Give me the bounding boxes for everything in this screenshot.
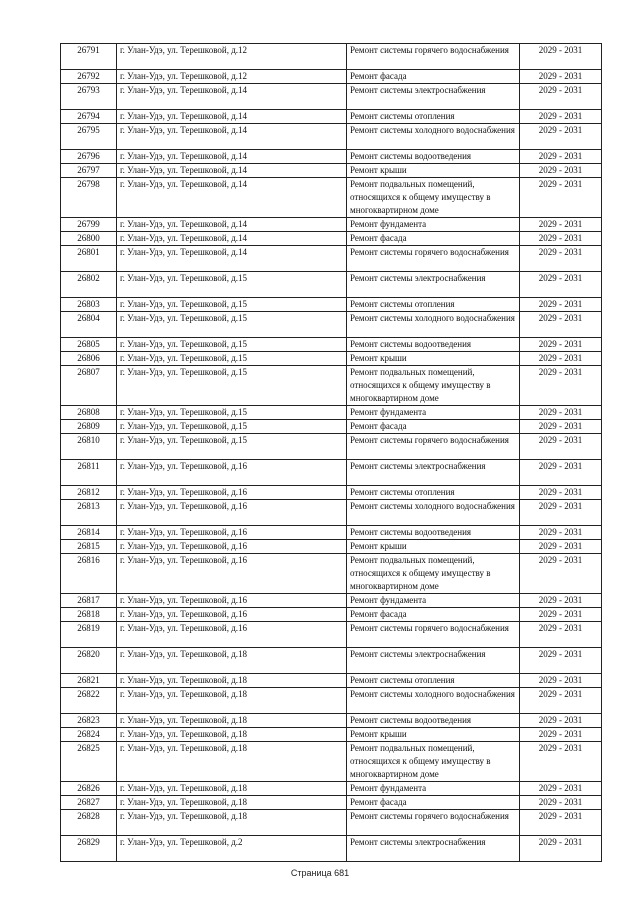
table-row <box>61 622 602 648</box>
row-number: 26801 <box>61 246 117 272</box>
row-number: 26828 <box>61 810 117 836</box>
row-number: 26821 <box>61 674 117 688</box>
row-work-type: Ремонт крыши <box>347 352 520 366</box>
row-number: 26818 <box>61 608 117 622</box>
row-period: 2029 - 2031 <box>520 810 602 836</box>
row-number: 26796 <box>61 150 117 164</box>
row-period: 2029 - 2031 <box>520 728 602 742</box>
row-number: 26826 <box>61 782 117 796</box>
table-row <box>61 312 602 338</box>
row-number: 26807 <box>61 366 117 406</box>
row-period: 2029 - 2031 <box>520 714 602 728</box>
row-period: 2029 - 2031 <box>520 232 602 246</box>
table-row <box>61 836 602 862</box>
row-work-type: Ремонт системы холодного водоснабжения <box>347 688 520 714</box>
row-address: г. Улан-Удэ, ул. Терешковой, д.15 <box>117 312 347 338</box>
row-period: 2029 - 2031 <box>520 674 602 688</box>
row-number: 26824 <box>61 728 117 742</box>
table-row <box>61 178 602 218</box>
row-work-type: Ремонт фасада <box>347 796 520 810</box>
row-work-type: Ремонт подвальных помещений, относящихся к общему имуществу в многоквартирном доме <box>347 178 520 218</box>
row-number: 26829 <box>61 836 117 862</box>
row-period: 2029 - 2031 <box>520 164 602 178</box>
row-address: г. Улан-Удэ, ул. Терешковой, д.18 <box>117 796 347 810</box>
row-number: 26816 <box>61 554 117 594</box>
row-address: г. Улан-Удэ, ул. Терешковой, д.14 <box>117 110 347 124</box>
row-address: г. Улан-Удэ, ул. Терешковой, д.15 <box>117 272 347 298</box>
row-period: 2029 - 2031 <box>520 500 602 526</box>
table-row <box>61 272 602 298</box>
row-number: 26809 <box>61 420 117 434</box>
row-number: 26810 <box>61 434 117 460</box>
row-work-type: Ремонт системы отопления <box>347 298 520 312</box>
table-row <box>61 352 602 366</box>
table-row <box>61 540 602 554</box>
table-row <box>61 688 602 714</box>
row-work-type: Ремонт системы горячего водоснабжения <box>347 246 520 272</box>
row-address: г. Улан-Удэ, ул. Терешковой, д.16 <box>117 540 347 554</box>
row-number: 26815 <box>61 540 117 554</box>
row-address: г. Улан-Удэ, ул. Терешковой, д.12 <box>117 44 347 70</box>
row-number: 26817 <box>61 594 117 608</box>
row-period: 2029 - 2031 <box>520 338 602 352</box>
row-period: 2029 - 2031 <box>520 150 602 164</box>
row-number: 26792 <box>61 70 117 84</box>
row-address: г. Улан-Удэ, ул. Терешковой, д.16 <box>117 554 347 594</box>
table-row <box>61 164 602 178</box>
row-address: г. Улан-Удэ, ул. Терешковой, д.14 <box>117 178 347 218</box>
row-period: 2029 - 2031 <box>520 110 602 124</box>
row-work-type: Ремонт системы горячего водоснабжения <box>347 434 520 460</box>
table-row <box>61 674 602 688</box>
row-period: 2029 - 2031 <box>520 70 602 84</box>
row-period: 2029 - 2031 <box>520 434 602 460</box>
row-address: г. Улан-Удэ, ул. Терешковой, д.15 <box>117 420 347 434</box>
table-row <box>61 742 602 782</box>
table-row <box>61 486 602 500</box>
row-work-type: Ремонт системы электроснабжения <box>347 84 520 110</box>
row-work-type: Ремонт фасада <box>347 608 520 622</box>
table-row <box>61 150 602 164</box>
table-row <box>61 796 602 810</box>
row-period: 2029 - 2031 <box>520 648 602 674</box>
row-number: 26797 <box>61 164 117 178</box>
row-address: г. Улан-Удэ, ул. Терешковой, д.14 <box>117 164 347 178</box>
row-period: 2029 - 2031 <box>520 352 602 366</box>
row-period: 2029 - 2031 <box>520 84 602 110</box>
row-period: 2029 - 2031 <box>520 688 602 714</box>
row-period: 2029 - 2031 <box>520 796 602 810</box>
row-work-type: Ремонт фасада <box>347 70 520 84</box>
row-address: г. Улан-Удэ, ул. Терешковой, д.16 <box>117 608 347 622</box>
row-period: 2029 - 2031 <box>520 782 602 796</box>
row-period: 2029 - 2031 <box>520 420 602 434</box>
row-number: 26799 <box>61 218 117 232</box>
row-number: 26811 <box>61 460 117 486</box>
row-address: г. Улан-Удэ, ул. Терешковой, д.15 <box>117 352 347 366</box>
row-work-type: Ремонт системы водоотведения <box>347 338 520 352</box>
row-address: г. Улан-Удэ, ул. Терешковой, д.14 <box>117 124 347 150</box>
row-work-type: Ремонт подвальных помещений, относящихся к общему имуществу в многоквартирном доме <box>347 366 520 406</box>
row-address: г. Улан-Удэ, ул. Терешковой, д.2 <box>117 836 347 862</box>
row-number: 26814 <box>61 526 117 540</box>
row-address: г. Улан-Удэ, ул. Терешковой, д.18 <box>117 810 347 836</box>
table-row <box>61 526 602 540</box>
row-work-type: Ремонт фундамента <box>347 782 520 796</box>
table-row <box>61 84 602 110</box>
table-row <box>61 460 602 486</box>
row-period: 2029 - 2031 <box>520 272 602 298</box>
works-table <box>60 43 602 862</box>
row-address: г. Улан-Удэ, ул. Терешковой, д.18 <box>117 782 347 796</box>
row-address: г. Улан-Удэ, ул. Терешковой, д.18 <box>117 688 347 714</box>
table-row <box>61 648 602 674</box>
row-work-type: Ремонт подвальных помещений, относящихся к общему имуществу в многоквартирном доме <box>347 554 520 594</box>
row-period: 2029 - 2031 <box>520 608 602 622</box>
row-number: 26823 <box>61 714 117 728</box>
row-number: 26813 <box>61 500 117 526</box>
table-row <box>61 594 602 608</box>
row-address: г. Улан-Удэ, ул. Терешковой, д.15 <box>117 434 347 460</box>
row-period: 2029 - 2031 <box>520 312 602 338</box>
row-work-type: Ремонт фасада <box>347 232 520 246</box>
row-period: 2029 - 2031 <box>520 622 602 648</box>
row-number: 26803 <box>61 298 117 312</box>
row-number: 26794 <box>61 110 117 124</box>
row-work-type: Ремонт системы холодного водоснабжения <box>347 500 520 526</box>
row-number: 26798 <box>61 178 117 218</box>
row-work-type: Ремонт системы холодного водоснабжения <box>347 124 520 150</box>
table-row <box>61 500 602 526</box>
row-address: г. Улан-Удэ, ул. Терешковой, д.16 <box>117 486 347 500</box>
table-row <box>61 298 602 312</box>
row-address: г. Улан-Удэ, ул. Терешковой, д.16 <box>117 622 347 648</box>
row-address: г. Улан-Удэ, ул. Терешковой, д.14 <box>117 218 347 232</box>
row-number: 26804 <box>61 312 117 338</box>
table-row <box>61 44 602 70</box>
table-row <box>61 246 602 272</box>
row-work-type: Ремонт системы электроснабжения <box>347 648 520 674</box>
row-address: г. Улан-Удэ, ул. Терешковой, д.15 <box>117 338 347 352</box>
row-address: г. Улан-Удэ, ул. Терешковой, д.16 <box>117 500 347 526</box>
row-period: 2029 - 2031 <box>520 246 602 272</box>
row-period: 2029 - 2031 <box>520 366 602 406</box>
row-period: 2029 - 2031 <box>520 406 602 420</box>
row-address: г. Улан-Удэ, ул. Терешковой, д.14 <box>117 84 347 110</box>
row-number: 26795 <box>61 124 117 150</box>
row-address: г. Улан-Удэ, ул. Терешковой, д.18 <box>117 674 347 688</box>
row-address: г. Улан-Удэ, ул. Терешковой, д.18 <box>117 728 347 742</box>
table-row <box>61 420 602 434</box>
row-number: 26822 <box>61 688 117 714</box>
row-number: 26806 <box>61 352 117 366</box>
table-row <box>61 232 602 246</box>
row-address: г. Улан-Удэ, ул. Терешковой, д.18 <box>117 742 347 782</box>
row-work-type: Ремонт подвальных помещений, относящихся к общему имуществу в многоквартирном доме <box>347 742 520 782</box>
row-address: г. Улан-Удэ, ул. Терешковой, д.18 <box>117 714 347 728</box>
page-number: Страница 681 <box>290 868 350 878</box>
row-address: г. Улан-Удэ, ул. Терешковой, д.15 <box>117 406 347 420</box>
table-row <box>61 810 602 836</box>
row-work-type: Ремонт системы электроснабжения <box>347 836 520 862</box>
row-number: 26812 <box>61 486 117 500</box>
row-address: г. Улан-Удэ, ул. Терешковой, д.16 <box>117 594 347 608</box>
row-work-type: Ремонт системы электроснабжения <box>347 460 520 486</box>
table-row <box>61 554 602 594</box>
row-period: 2029 - 2031 <box>520 540 602 554</box>
row-number: 26827 <box>61 796 117 810</box>
row-work-type: Ремонт системы водоотведения <box>347 150 520 164</box>
row-work-type: Ремонт системы отопления <box>347 674 520 688</box>
row-work-type: Ремонт фундамента <box>347 594 520 608</box>
row-address: г. Улан-Удэ, ул. Терешковой, д.14 <box>117 232 347 246</box>
row-address: г. Улан-Удэ, ул. Терешковой, д.16 <box>117 526 347 540</box>
row-number: 26802 <box>61 272 117 298</box>
row-number: 26808 <box>61 406 117 420</box>
table-row <box>61 714 602 728</box>
row-work-type: Ремонт крыши <box>347 540 520 554</box>
row-number: 26820 <box>61 648 117 674</box>
row-number: 26825 <box>61 742 117 782</box>
row-work-type: Ремонт системы горячего водоснабжения <box>347 622 520 648</box>
table-row <box>61 366 602 406</box>
row-work-type: Ремонт системы холодного водоснабжения <box>347 312 520 338</box>
row-work-type: Ремонт системы отопления <box>347 486 520 500</box>
row-address: г. Улан-Удэ, ул. Терешковой, д.15 <box>117 366 347 406</box>
row-number: 26805 <box>61 338 117 352</box>
table-row <box>61 782 602 796</box>
row-period: 2029 - 2031 <box>520 594 602 608</box>
row-work-type: Ремонт системы водоотведения <box>347 714 520 728</box>
row-work-type: Ремонт фасада <box>347 420 520 434</box>
row-period: 2029 - 2031 <box>520 298 602 312</box>
row-period: 2029 - 2031 <box>520 460 602 486</box>
table-row <box>61 218 602 232</box>
row-period: 2029 - 2031 <box>520 44 602 70</box>
table-row <box>61 338 602 352</box>
row-number: 26791 <box>61 44 117 70</box>
row-work-type: Ремонт системы отопления <box>347 110 520 124</box>
works-table-body <box>61 44 602 862</box>
table-row <box>61 434 602 460</box>
row-work-type: Ремонт системы водоотведения <box>347 526 520 540</box>
row-work-type: Ремонт фундамента <box>347 406 520 420</box>
row-work-type: Ремонт крыши <box>347 728 520 742</box>
row-period: 2029 - 2031 <box>520 178 602 218</box>
row-period: 2029 - 2031 <box>520 742 602 782</box>
table-row <box>61 110 602 124</box>
row-period: 2029 - 2031 <box>520 124 602 150</box>
row-address: г. Улан-Удэ, ул. Терешковой, д.15 <box>117 298 347 312</box>
row-number: 26800 <box>61 232 117 246</box>
row-number: 26793 <box>61 84 117 110</box>
row-work-type: Ремонт фундамента <box>347 218 520 232</box>
table-row <box>61 70 602 84</box>
row-work-type: Ремонт системы электроснабжения <box>347 272 520 298</box>
row-address: г. Улан-Удэ, ул. Терешковой, д.12 <box>117 70 347 84</box>
row-address: г. Улан-Удэ, ул. Терешковой, д.14 <box>117 150 347 164</box>
row-period: 2029 - 2031 <box>520 218 602 232</box>
row-work-type: Ремонт системы горячего водоснабжения <box>347 810 520 836</box>
table-row <box>61 728 602 742</box>
table-row <box>61 124 602 150</box>
row-period: 2029 - 2031 <box>520 554 602 594</box>
row-address: г. Улан-Удэ, ул. Терешковой, д.16 <box>117 460 347 486</box>
table-row <box>61 608 602 622</box>
row-period: 2029 - 2031 <box>520 486 602 500</box>
row-address: г. Улан-Удэ, ул. Терешковой, д.18 <box>117 648 347 674</box>
row-work-type: Ремонт крыши <box>347 164 520 178</box>
row-period: 2029 - 2031 <box>520 836 602 862</box>
row-period: 2029 - 2031 <box>520 526 602 540</box>
table-row <box>61 406 602 420</box>
row-address: г. Улан-Удэ, ул. Терешковой, д.14 <box>117 246 347 272</box>
row-number: 26819 <box>61 622 117 648</box>
row-work-type: Ремонт системы горячего водоснабжения <box>347 44 520 70</box>
